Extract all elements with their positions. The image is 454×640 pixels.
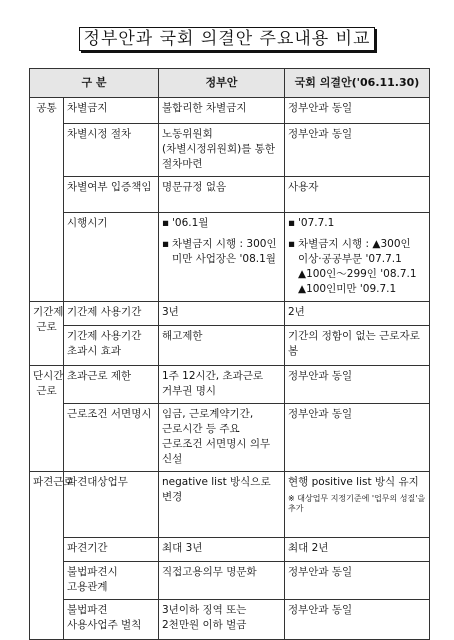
table-row (30, 599, 430, 639)
row-gov: 3년 (159, 301, 285, 325)
table-row (30, 97, 430, 123)
row-gov: 최대 3년 (159, 537, 285, 561)
row-gov: 불합리한 차별금지 (159, 97, 285, 123)
group-fixed-term: 기간제 근로 (30, 301, 64, 365)
row-item: 기간제 사용기간 초과시 효과 (64, 325, 159, 365)
table-row (30, 365, 430, 403)
row-assembly: 사용자 (285, 176, 430, 212)
row-item: 차별금지 (64, 97, 159, 123)
row-item: 차별시정 절차 (64, 123, 159, 176)
row-assembly: 최대 2년 (285, 537, 430, 561)
bullet-icon: ▪ (288, 237, 296, 250)
row-gov: 3년이하 징역 또는 2천만원 이하 벌금 (159, 599, 285, 639)
row-item: 파견대상업무 (64, 471, 159, 537)
note: ※ 대상업무 지정기준에 '업무의 성질'을 추가 (288, 493, 426, 514)
row-item: 시행시기 (64, 212, 159, 301)
bullet-icon: ▪ (162, 237, 170, 250)
row-assembly: ▪ '07.7.1 ▪ 차별금지 시행 : ▲300인 이상·공공부문 '07.7.1 ▲100인～299인 '08.7.1 ▲100인미만 '09.7.1 (285, 212, 430, 301)
group-common: 공통 (30, 97, 64, 301)
row-assembly: 정부안과 동일 (285, 97, 430, 123)
table-row (30, 561, 430, 599)
header-row (30, 69, 430, 98)
header-category: 구 분 (30, 69, 159, 98)
row-item: 불법파견시 고용관계 (64, 561, 159, 599)
table-row (30, 403, 430, 471)
row-gov: 노동위원회(차별시정위원회)를 통한 절차마련 (159, 123, 285, 176)
row-item: 근로조건 서면명시 (64, 403, 159, 471)
row-item: 불법파견 사용사업주 벌칙 (64, 599, 159, 639)
row-assembly: 정부안과 동일 (285, 365, 430, 403)
table-row (30, 176, 430, 212)
table-row (30, 123, 430, 176)
table-row (30, 537, 430, 561)
row-item: 파견기간 (64, 537, 159, 561)
row-assembly: 정부안과 동일 (285, 123, 430, 176)
table-row (30, 212, 430, 301)
row-gov: 임금, 근로계약기간, 근로시간 등 주요 근로조건 서면명시 의무 신설 (159, 403, 285, 471)
row-gov: ▪ '06.1월 ▪ 차별금지 시행 : 300인 미만 사업장은 '08.1월 (159, 212, 285, 301)
group-dispatch: 파견근로 (30, 471, 64, 639)
header-assembly: 국회 의결안('06.11.30) (285, 69, 430, 98)
table-row (30, 471, 430, 537)
row-assembly: 현행 positive list 방식 유지 ※ 대상업무 지정기준에 '업무의 성질'을 추가 (285, 471, 430, 537)
row-item: 기간제 사용기간 (64, 301, 159, 325)
page-title: 정부안과 국회 의결안 주요내용 비교 (0, 24, 454, 49)
row-item: 차별여부 입증책임 (64, 176, 159, 212)
row-assembly: 2년 (285, 301, 430, 325)
row-gov: 1주 12시간, 초과근로 거부권 명시 (159, 365, 285, 403)
bullet-icon: ▪ (288, 216, 296, 229)
bullet-icon: ▪ (162, 216, 170, 229)
row-assembly: 정부안과 동일 (285, 561, 430, 599)
row-assembly: 정부안과 동일 (285, 599, 430, 639)
row-gov: 해고제한 (159, 325, 285, 365)
table-row (30, 325, 430, 365)
row-gov: negative list 방식으로 변경 (159, 471, 285, 537)
group-part-time: 단시간 근로 (30, 365, 64, 471)
row-gov: 명문규정 없음 (159, 176, 285, 212)
row-assembly: 정부안과 동일 (285, 403, 430, 471)
row-assembly: 기간의 정함이 없는 근로자로 봄 (285, 325, 430, 365)
row-gov: 직접고용의무 명문화 (159, 561, 285, 599)
header-gov: 정부안 (159, 69, 285, 98)
comparison-table (29, 68, 430, 640)
table-row (30, 301, 430, 325)
row-item: 초과근로 제한 (64, 365, 159, 403)
